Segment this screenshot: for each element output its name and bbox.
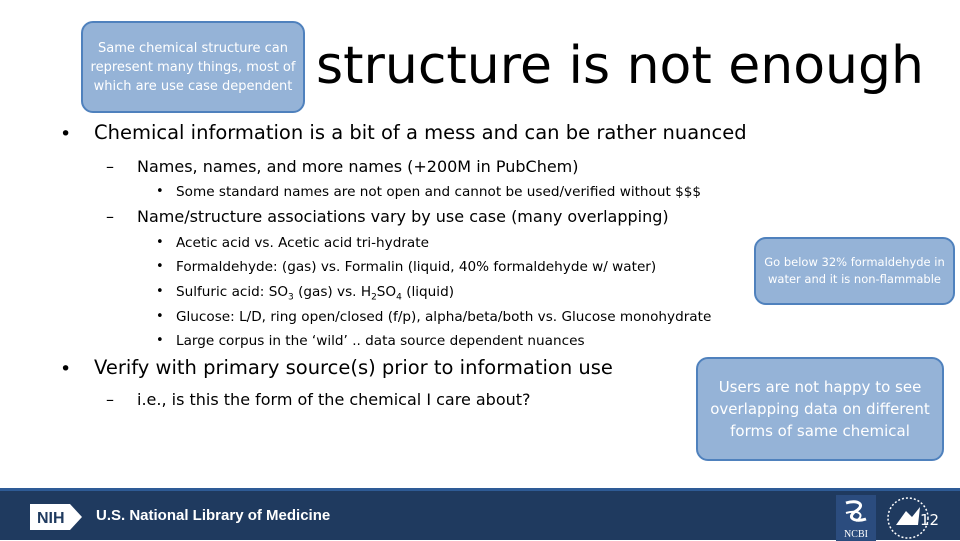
bullet-formaldehyde: Formaldehyde: (gas) vs. Formalin (liquid, 40% formaldehyde w/ water): [176, 259, 657, 275]
callout-same-structure-text: Same chemical structure can represent many things, most of which are use case dependent: [90, 40, 296, 94]
bullet-dot: •: [156, 333, 164, 348]
bullet-acetic-acid: Acetic acid vs. Acetic acid tri-hydrate: [176, 235, 429, 251]
callout-formaldehyde-text: Go below 32% formaldehyde in water and it is non-flammable: [764, 255, 945, 286]
bullet-dot: •: [156, 259, 164, 274]
bullet-dot: •: [156, 309, 164, 324]
bullet-dash: –: [106, 207, 114, 226]
nih-logo-text: NIH: [37, 510, 65, 527]
subscript-3: 3: [288, 292, 294, 303]
callout-users-text: Users are not happy to see overlapping data on different forms of same chemical: [710, 378, 930, 440]
bullet-name-structure: Name/structure associations vary by use case (many overlapping): [137, 207, 669, 226]
bullet-glucose: Glucose: L/D, ring open/closed (f/p), alpha/beta/both vs. Glucose monohydrate: [176, 309, 712, 325]
bullet-verify: Verify with primary source(s) prior to information use: [94, 356, 613, 379]
sulfuric-text-post: (liquid): [401, 284, 455, 300]
nlm-name: U.S. National Library of Medicine: [96, 507, 331, 524]
bullet-dash: –: [106, 157, 114, 176]
bullet-dot: •: [60, 123, 72, 145]
bullet-dot: •: [156, 284, 164, 299]
page-number: 12: [920, 511, 940, 529]
slide-title: structure is not enough: [316, 36, 924, 96]
subscript-2: 2: [371, 292, 377, 303]
bullet-dot: •: [60, 358, 72, 380]
nih-logo: [30, 504, 88, 530]
bullet-dash: –: [106, 390, 114, 409]
bullet-large-corpus: Large corpus in the ‘wild’ .. data source dependent nuances: [176, 333, 585, 349]
callout-same-structure: [81, 21, 305, 113]
bullet-standard-names: Some standard names are not open and cannot be used/verified without $$$: [176, 184, 702, 200]
footer-bar: [0, 488, 960, 540]
sulfuric-text-mid2: SO: [376, 284, 397, 300]
callout-users: [696, 357, 944, 461]
bullet-dot: •: [156, 184, 164, 199]
ncbi-logo-text: NCBI: [844, 529, 868, 540]
bullet-ie: i.e., is this the form of the chemical I care about?: [137, 390, 531, 409]
bullet-chemical-info: Chemical information is a bit of a mess and can be rather nuanced: [94, 121, 747, 144]
callout-formaldehyde: [754, 237, 955, 305]
bullet-dot: •: [156, 235, 164, 250]
ncbi-logo: [836, 495, 876, 541]
bullet-sulfuric-acid: [176, 284, 454, 303]
sulfuric-text-pre: Sulfuric acid: SO: [176, 284, 289, 300]
bullet-names: Names, names, and more names (+200M in PubChem): [137, 157, 579, 176]
sulfuric-text-mid: (gas) vs. H: [293, 284, 372, 300]
subscript-4: 4: [396, 292, 402, 303]
